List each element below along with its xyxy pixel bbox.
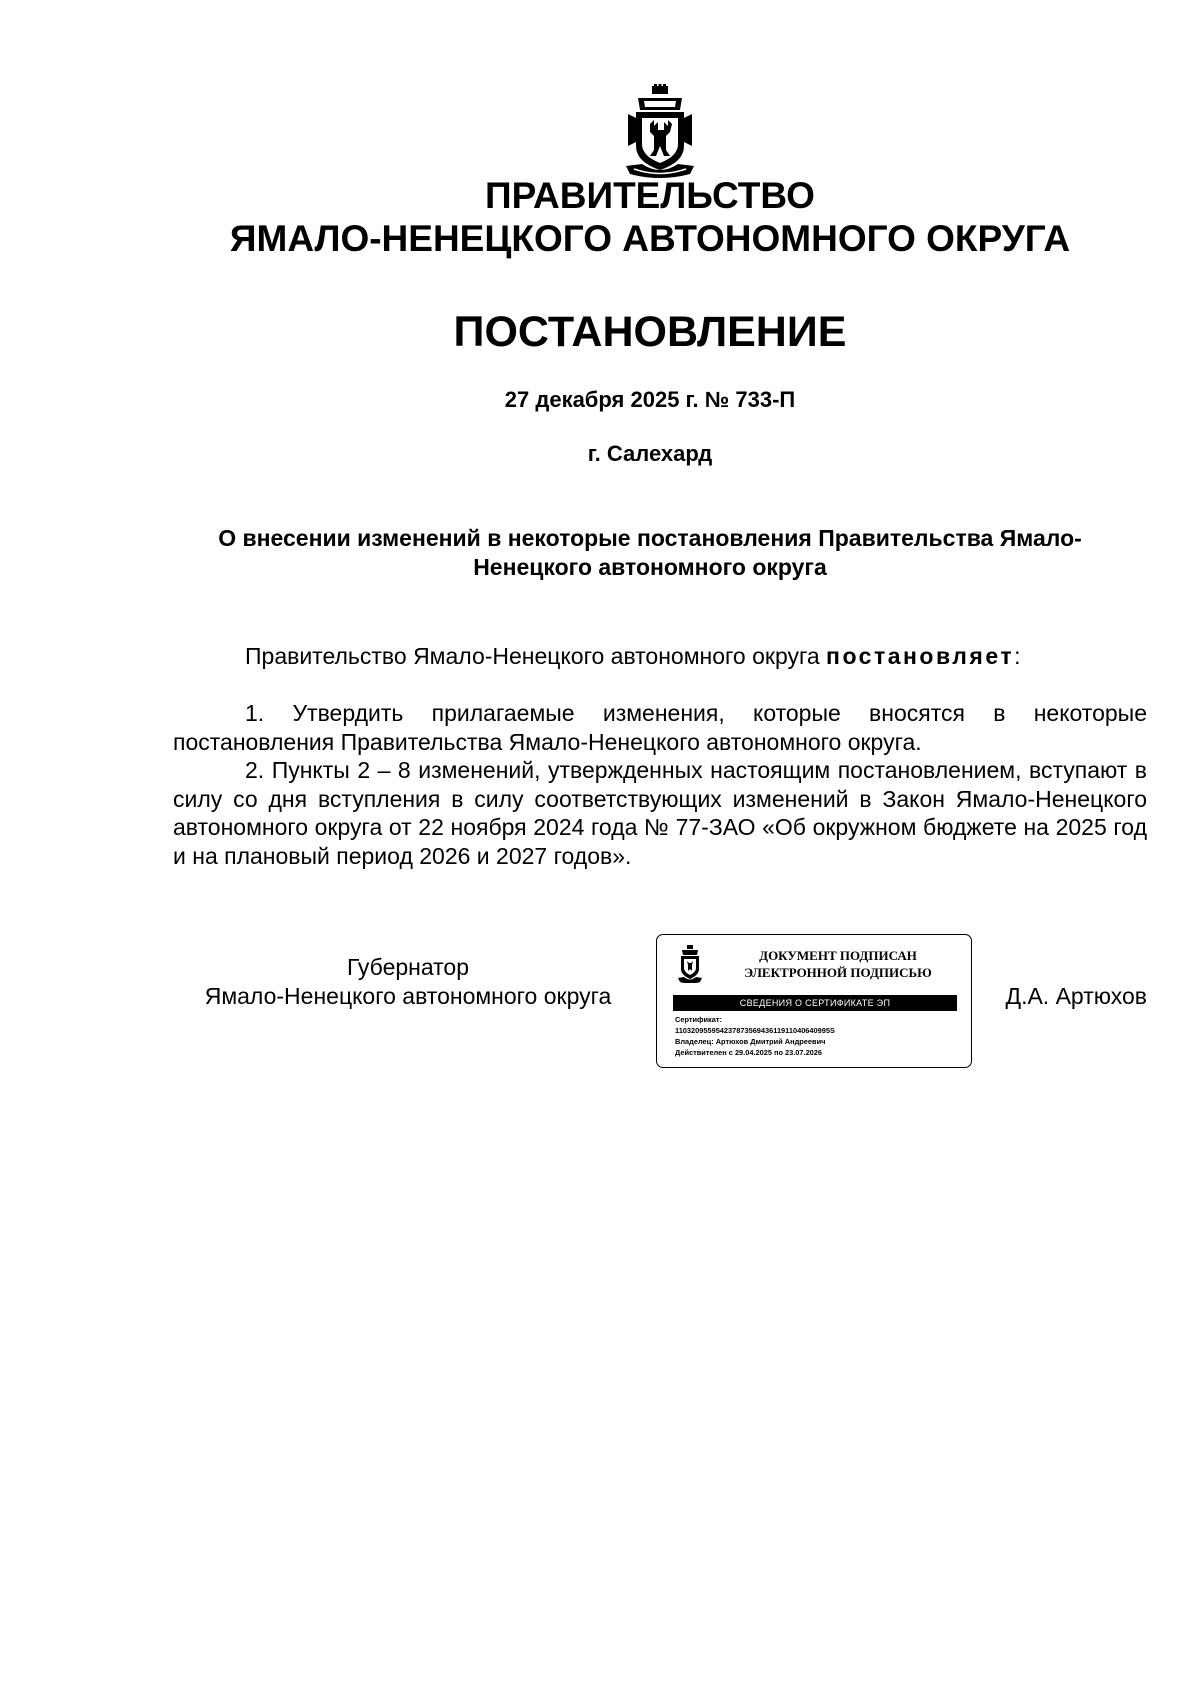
preamble-text: Правительство Ямало-Ненецкого автономного округа (245, 643, 827, 669)
signatory-position-line1: Губернатор (346, 954, 470, 980)
stamp-certificate-number: 11032095595423787356943611911040640995S (675, 1026, 835, 1035)
paragraph-1: 1. Утвердить прилагаемые изменения, которые вносятся в некоторые постановления Правительства Ямало-Ненецкого автономного округа. (173, 700, 1147, 755)
signatory-name: Д.А. Артюхов (1005, 983, 1147, 1009)
stamp-certificate-label: Сертификат: (675, 1015, 722, 1024)
stamp-certificate-bar: СВЕДЕНИЯ О СЕРТИФИКАТЕ ЭП (673, 995, 957, 1011)
stamp-validity: Действителен с 29.04.2025 по 23.07.2026 (675, 1048, 823, 1057)
paragraph-2: 2. Пункты 2 – 8 изменений, утвержденных настоящим постановлением, вступают в силу со дня вступления в силу соответствующих изменений в Закон Ямало-Ненецкого автономного округа от 22 ноября 2024 года № 77-ЗАО «Об окружном бюджете на 2025 год и на плановый период 2026 и 2027 годов». (173, 757, 1147, 869)
city-name: г. Салехард (587, 441, 713, 466)
coat-of-arms-icon (624, 84, 696, 178)
stamp-coat-of-arms-icon (677, 945, 703, 983)
stamp-owner: Владелец: Артюхов Дмитрий Андреевич (675, 1037, 826, 1046)
stamp-heading-line1: ДОКУМЕНТ ПОДПИСАН (759, 948, 917, 963)
preamble-end: : (1014, 643, 1021, 669)
signatory-position-line2: Ямало-Ненецкого автономного округа (204, 983, 612, 1009)
document-type-heading: ПОСТАНОВЛЕНИЕ (453, 308, 847, 356)
preamble-keyword: постановляет (826, 643, 1015, 669)
signatory-position (173, 953, 643, 1011)
preamble (173, 642, 1147, 671)
government-name-line2: ЯМАЛО-НЕНЕЦКОГО АВТОНОМНОГО ОКРУГА (229, 218, 1071, 259)
date-and-number: 27 декабря 2025 г. № 733-П (504, 387, 796, 412)
stamp-heading-line2: ЭЛЕКТРОННОЙ ПОДПИСЬЮ (744, 965, 932, 980)
document-subject: О внесении изменений в некоторые постановления Правительства Ямало-Ненецкого автономного округа (218, 525, 1082, 580)
government-name-line1: ПРАВИТЕЛЬСТВО (485, 175, 815, 216)
electronic-signature-stamp (656, 934, 972, 1068)
